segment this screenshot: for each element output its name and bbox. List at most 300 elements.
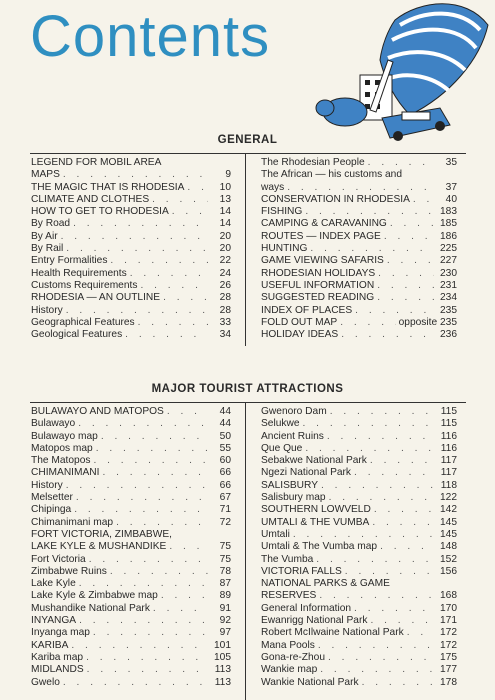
attractions-left-column	[31, 406, 231, 689]
toc-entry	[261, 329, 457, 341]
toc-entry-page: 40	[445, 193, 457, 205]
toc-entry-page: 92	[219, 615, 231, 627]
toc-entry-page: 9	[225, 169, 231, 181]
section-divider	[30, 153, 466, 154]
toc-entry-label: Mushandike National Park	[31, 602, 150, 614]
toc-entry-page: 101	[214, 639, 231, 651]
toc-entry-page: 105	[214, 651, 231, 663]
toc-entry-label: HUNTING	[261, 243, 308, 255]
toc-leader-dots	[110, 566, 208, 578]
toc-leader-dots	[310, 243, 434, 255]
toc-entry-label: Ngezi National Park	[261, 467, 352, 479]
toc-entry	[261, 566, 457, 578]
toc-entry	[31, 529, 231, 541]
toc-leader-dots	[318, 640, 434, 652]
toc-entry	[31, 268, 231, 280]
toc-entry-page: 152	[440, 553, 457, 565]
toc-entry	[261, 590, 457, 602]
toc-leader-dots	[327, 431, 434, 443]
toc-entry-page: 185	[440, 218, 457, 230]
toc-leader-dots	[130, 268, 208, 280]
toc-entry-label: Melsetter	[31, 492, 73, 504]
toc-entry-page: 117	[440, 467, 457, 479]
toc-entry	[31, 504, 231, 516]
toc-entry	[261, 231, 457, 243]
toc-entry	[31, 329, 231, 341]
toc-entry	[31, 566, 231, 578]
toc-leader-dots	[407, 627, 434, 639]
toc-entry	[31, 615, 231, 627]
toc-entry-page: 20	[219, 230, 231, 242]
toc-leader-dots	[101, 431, 208, 443]
toc-entry-page: 89	[219, 590, 231, 602]
toc-leader-dots	[138, 317, 208, 329]
toc-entry	[31, 517, 231, 529]
toc-entry	[31, 541, 231, 553]
toc-leader-dots	[345, 566, 434, 578]
toc-entry-label: VICTORIA FALLS	[261, 565, 342, 577]
toc-entry-label: Wankie National Park	[261, 676, 359, 688]
toc-entry	[261, 317, 457, 329]
toc-entry-label: Entry Formalities	[31, 255, 108, 267]
toc-entry	[31, 480, 231, 492]
toc-entry	[261, 243, 457, 255]
toc-entry	[31, 652, 231, 664]
toc-entry	[261, 652, 457, 664]
toc-entry-page: 234	[440, 292, 457, 304]
toc-entry	[31, 455, 231, 467]
toc-entry-page: 35	[445, 157, 457, 168]
toc-entry-label: Lake Kyle	[31, 578, 76, 590]
toc-entry	[31, 231, 231, 243]
toc-entry	[31, 292, 231, 304]
toc-entry-label: INYANGA	[31, 615, 77, 627]
toc-leader-dots	[287, 182, 434, 194]
toc-entry	[31, 418, 231, 430]
toc-leader-dots	[163, 292, 208, 304]
toc-entry-page: 66	[219, 479, 231, 491]
toc-entry	[261, 541, 457, 553]
toc-entry-label: Mana Pools	[261, 639, 315, 651]
toc-leader-dots	[140, 280, 208, 292]
toc-entry-label: History	[31, 479, 63, 491]
toc-entry-page: 156	[440, 565, 457, 577]
toc-entry-page: 13	[219, 193, 231, 205]
toc-entry-label: LEGEND FOR MOBIL AREA	[31, 157, 162, 168]
toc-leader-dots	[341, 329, 434, 341]
toc-entry	[31, 255, 231, 267]
toc-entry-page: 34	[219, 329, 231, 341]
toc-entry-label: Bulawayo	[31, 418, 76, 430]
toc-leader-dots	[372, 517, 434, 529]
toc-entry-label: Zimbabwe Ruins	[31, 565, 107, 577]
toc-entry	[261, 517, 457, 529]
toc-entry-page: 142	[440, 504, 457, 516]
toc-leader-dots	[305, 443, 434, 455]
toc-entry	[31, 169, 231, 181]
toc-entry-page: 75	[219, 541, 231, 553]
toc-leader-dots	[73, 218, 208, 230]
toc-entry-page: 97	[219, 627, 231, 639]
toc-entry-label: Chimanimani map	[31, 516, 114, 528]
toc-entry-label: CAMPING & CARAVANING	[261, 218, 387, 230]
toc-entry-page: 231	[440, 279, 457, 291]
toc-entry-label: Gona-re-Zhou	[261, 651, 325, 663]
toc-entry-label: FORT VICTORIA, ZIMBABWE,	[31, 528, 172, 540]
toc-leader-dots	[370, 615, 434, 627]
toc-entry-label: Geographical Features	[31, 316, 135, 328]
toc-entry	[31, 554, 231, 566]
toc-leader-dots	[96, 443, 208, 455]
toc-entry-page: 113	[214, 676, 231, 688]
toc-entry	[31, 317, 231, 329]
toc-entry-page: 172	[440, 639, 457, 651]
toc-entry-label: MIDLANDS	[31, 664, 84, 676]
toc-entry-page: 171	[440, 615, 457, 627]
toc-entry	[261, 480, 457, 492]
toc-entry	[31, 640, 231, 652]
toc-leader-dots	[116, 517, 208, 529]
toc-entry-page: 66	[219, 467, 231, 479]
toc-entry	[31, 280, 231, 292]
toc-entry-label: GAME VIEWING SAFARIS	[261, 255, 384, 267]
toc-leader-dots	[78, 418, 208, 430]
toc-entry	[261, 418, 457, 430]
toc-entry-label: Ancient Ruins	[261, 430, 324, 442]
toc-leader-dots	[390, 218, 434, 230]
toc-entry	[31, 492, 231, 504]
toc-entry-page: 122	[440, 492, 457, 504]
toc-entry-page: 225	[440, 243, 457, 255]
toc-entry-page: 26	[219, 279, 231, 291]
toc-entry-page: 115	[440, 418, 457, 430]
toc-entry-label: The African — his customs and	[261, 169, 402, 181]
toc-entry	[261, 492, 457, 504]
toc-leader-dots	[321, 480, 434, 492]
toc-entry-label: Ewanrigg National Park	[261, 615, 368, 627]
toc-entry	[261, 431, 457, 443]
toc-entry-page: 22	[219, 255, 231, 267]
toc-leader-dots	[169, 541, 208, 553]
toc-entry	[261, 280, 457, 292]
toc-entry	[261, 157, 457, 169]
toc-entry	[31, 305, 231, 317]
toc-entry-page: 172	[440, 627, 457, 639]
toc-entry-label: FISHING	[261, 206, 303, 218]
toc-leader-dots	[328, 652, 434, 664]
toc-entry-page: 145	[440, 528, 457, 540]
toc-entry	[31, 664, 231, 676]
toc-entry	[261, 268, 457, 280]
toc-entry	[31, 578, 231, 590]
toc-entry-page: 87	[219, 578, 231, 590]
toc-leader-dots	[316, 554, 434, 566]
toc-entry-label: UMTALI & THE VUMBA	[261, 516, 370, 528]
toc-leader-dots	[330, 406, 434, 418]
toc-entry-page: 78	[219, 565, 231, 577]
column-divider	[245, 153, 246, 346]
toc-entry	[261, 194, 457, 206]
toc-entry-label: General Information	[261, 602, 352, 614]
toc-entry-page: 75	[219, 553, 231, 565]
toc-entry-label: History	[31, 304, 63, 316]
toc-entry-page: 148	[440, 541, 457, 553]
toc-entry	[261, 603, 457, 615]
toc-entry	[261, 206, 457, 218]
toc-entry-label: The Vumba	[261, 553, 314, 565]
toc-entry-page: opposite 235	[398, 316, 457, 328]
toc-entry-label: RESERVES	[261, 590, 317, 602]
toc-leader-dots	[93, 455, 208, 467]
toc-leader-dots	[76, 492, 208, 504]
toc-entry-page: 44	[219, 406, 231, 417]
toc-leader-dots	[187, 182, 208, 194]
toc-leader-dots	[63, 169, 208, 181]
toc-entry	[31, 182, 231, 194]
toc-entry-page: 14	[219, 218, 231, 230]
toc-leader-dots	[320, 664, 434, 676]
toc-leader-dots	[66, 305, 208, 317]
page-title: Contents	[30, 4, 271, 69]
toc-leader-dots	[387, 255, 434, 267]
toc-entry-page: 168	[440, 590, 457, 602]
toc-entry-label: Gwenoro Dam	[261, 406, 327, 417]
toc-leader-dots	[153, 603, 208, 615]
toc-entry-label: Bulawayo map	[31, 430, 98, 442]
toc-entry	[31, 157, 231, 169]
toc-entry	[261, 504, 457, 516]
toc-entry	[31, 431, 231, 443]
toc-entry-page: 115	[440, 406, 457, 417]
toc-entry-page: 10	[219, 181, 231, 193]
toc-entry-page: 116	[440, 430, 457, 442]
toc-entry-label: RHODESIA — AN OUTLINE	[31, 292, 161, 304]
general-left-column	[31, 157, 231, 341]
toc-leader-dots	[161, 590, 208, 602]
toc-entry-label: Lake Kyle & Zimbabwe map	[31, 590, 158, 602]
toc-leader-dots	[172, 206, 208, 218]
toc-entry	[31, 243, 231, 255]
toc-entry-page: 183	[440, 206, 457, 218]
toc-leader-dots	[87, 664, 208, 676]
toc-entry-label: Umtali	[261, 528, 290, 540]
toc-entry-label: LAKE KYLE & MUSHANDIKE	[31, 541, 167, 553]
toc-entry-page: 235	[440, 304, 457, 316]
toc-entry	[31, 206, 231, 218]
toc-entry-label: BULAWAYO AND MATOPOS	[31, 406, 164, 417]
toc-entry	[261, 455, 457, 467]
toc-leader-dots	[63, 677, 208, 689]
toc-entry-page: 236	[440, 329, 457, 341]
toc-entry	[261, 554, 457, 566]
toc-entry	[31, 443, 231, 455]
toc-entry-label: By Rail	[31, 243, 64, 255]
section-heading-attractions: MAJOR TOURIST ATTRACTIONS	[151, 383, 344, 395]
toc-entry-label: CLIMATE AND CLOTHES	[31, 193, 150, 205]
toc-entry	[31, 194, 231, 206]
toc-entry	[261, 615, 457, 627]
toc-entry-page: 28	[219, 304, 231, 316]
toc-entry-label: Sebakwe National Park	[261, 455, 367, 467]
toc-entry	[261, 578, 457, 590]
toc-entry-label: The Rhodesian People	[261, 157, 365, 168]
toc-leader-dots	[362, 677, 434, 689]
toc-entry-label: KARIBA	[31, 639, 69, 651]
toc-leader-dots	[380, 541, 434, 553]
toc-entry-label: SUGGESTED READING	[261, 292, 375, 304]
toc-leader-dots	[93, 627, 208, 639]
toc-leader-dots	[167, 406, 208, 418]
toc-leader-dots	[355, 305, 434, 317]
toc-entry	[31, 406, 231, 418]
toc-entry-label: MAPS	[31, 169, 60, 181]
toc-entry-label: CHIMANIMANI	[31, 467, 100, 479]
toc-leader-dots	[303, 418, 434, 430]
toc-leader-dots	[79, 615, 208, 627]
toc-entry-label: HOW TO GET TO RHODESIA	[31, 206, 169, 218]
toc-leader-dots	[384, 231, 434, 243]
column-divider	[245, 402, 246, 700]
toc-entry-page: 33	[219, 316, 231, 328]
general-right-column	[261, 157, 457, 341]
toc-entry-page: 116	[440, 442, 457, 454]
toc-entry	[261, 182, 457, 194]
toc-leader-dots	[66, 480, 208, 492]
toc-entry-label: Salisbury map	[261, 492, 326, 504]
toc-entry	[261, 467, 457, 479]
toc-entry	[261, 218, 457, 230]
toc-entry-page: 14	[219, 206, 231, 218]
toc-entry-label: CONSERVATION IN RHODESIA	[261, 193, 410, 205]
toc-leader-dots	[305, 206, 434, 218]
toc-entry-label: THE MAGIC THAT IS RHODESIA	[31, 181, 185, 193]
toc-leader-dots	[152, 194, 208, 206]
toc-entry-page: 71	[219, 504, 231, 516]
toc-leader-dots	[377, 292, 434, 304]
toc-entry	[31, 218, 231, 230]
toc-entry-label: By Air	[31, 230, 58, 242]
toc-leader-dots	[368, 157, 434, 169]
toc-entry	[31, 590, 231, 602]
toc-leader-dots	[329, 492, 434, 504]
toc-leader-dots	[125, 329, 208, 341]
toc-entry-label: SALISBURY	[261, 479, 319, 491]
toc-entry	[261, 292, 457, 304]
toc-entry-label: By Road	[31, 218, 71, 230]
toc-leader-dots	[354, 603, 434, 615]
toc-leader-dots	[370, 455, 434, 467]
toc-entry	[261, 677, 457, 689]
toc-entry-label: Chipinga	[31, 504, 72, 516]
toc-entry-label: Umtali & The Vumba map	[261, 541, 378, 553]
toc-leader-dots	[374, 504, 434, 516]
toc-leader-dots	[110, 255, 208, 267]
toc-entry-label: Matopos map	[31, 442, 93, 454]
section-divider	[30, 402, 466, 403]
toc-entry-page: 170	[440, 602, 457, 614]
toc-entry-page: 186	[440, 230, 457, 242]
toc-entry-page: 145	[440, 516, 457, 528]
toc-entry-label: Geological Features	[31, 329, 123, 341]
toc-entry-label: Gwelo	[31, 676, 60, 688]
toc-entry-page: 37	[445, 181, 457, 193]
toc-entry-label: HOLIDAY IDEAS	[261, 329, 339, 341]
section-heading-general: GENERAL	[217, 134, 278, 146]
toc-entry-label: Customs Requirements	[31, 279, 138, 291]
toc-entry-label: ways	[261, 181, 285, 193]
toc-entry-label: NATIONAL PARKS & GAME	[261, 578, 390, 590]
toc-entry	[261, 255, 457, 267]
toc-entry-label: The Matopos	[31, 455, 91, 467]
toc-entry-label: INDEX OF PLACES	[261, 304, 353, 316]
toc-leader-dots	[61, 231, 208, 243]
toc-entry-label: Wankie map	[261, 664, 318, 676]
toc-entry-page: 55	[219, 442, 231, 454]
toc-entry-page: 44	[219, 418, 231, 430]
toc-entry	[31, 603, 231, 615]
toc-leader-dots	[293, 529, 434, 541]
toc-entry	[31, 627, 231, 639]
toc-entry	[261, 664, 457, 676]
toc-entry-label: Health Requirements	[31, 267, 127, 279]
attractions-right-column	[261, 406, 457, 689]
toc-entry	[261, 443, 457, 455]
cornucopia-illustration-icon	[300, 0, 495, 150]
toc-entry-label: ROUTES — INDEX PAGE	[261, 230, 381, 242]
toc-leader-dots	[340, 317, 395, 329]
toc-entry-page: 67	[219, 492, 231, 504]
toc-entry-page: 20	[219, 243, 231, 255]
toc-entry	[261, 529, 457, 541]
toc-entry	[31, 467, 231, 479]
toc-leader-dots	[319, 590, 434, 602]
toc-entry-page: 227	[440, 255, 457, 267]
toc-entry-label: Selukwe	[261, 418, 300, 430]
toc-entry-label: USEFUL INFORMATION	[261, 279, 375, 291]
toc-entry-label: Robert McIlwaine National Park	[261, 627, 404, 639]
toc-leader-dots	[79, 578, 208, 590]
toc-entry-page: 72	[219, 516, 231, 528]
toc-leader-dots	[354, 467, 434, 479]
toc-leader-dots	[71, 640, 208, 652]
toc-leader-dots	[74, 504, 208, 516]
toc-entry	[31, 677, 231, 689]
toc-leader-dots	[86, 652, 208, 664]
toc-entry	[261, 305, 457, 317]
toc-leader-dots	[89, 554, 208, 566]
toc-entry-page: 91	[219, 602, 231, 614]
toc-entry	[261, 406, 457, 418]
toc-leader-dots	[66, 243, 208, 255]
toc-entry-label: SOUTHERN LOWVELD	[261, 504, 371, 516]
toc-entry	[261, 640, 457, 652]
toc-entry-page: 28	[219, 292, 231, 304]
toc-entry-page: 60	[219, 455, 231, 467]
toc-entry-label: Inyanga map	[31, 627, 90, 639]
toc-leader-dots	[378, 268, 434, 280]
toc-entry-label: Que Que	[261, 442, 303, 454]
toc-entry-label: RHODESIAN HOLIDAYS	[261, 267, 376, 279]
toc-entry-page: 24	[219, 267, 231, 279]
toc-entry-page: 178	[440, 676, 457, 688]
toc-leader-dots	[377, 280, 434, 292]
toc-entry-page: 175	[440, 651, 457, 663]
toc-leader-dots	[102, 467, 208, 479]
toc-entry-label: Fort Victoria	[31, 553, 86, 565]
toc-entry-page: 230	[440, 267, 457, 279]
toc-entry-page: 117	[440, 455, 457, 467]
toc-entry-page: 113	[214, 664, 231, 676]
